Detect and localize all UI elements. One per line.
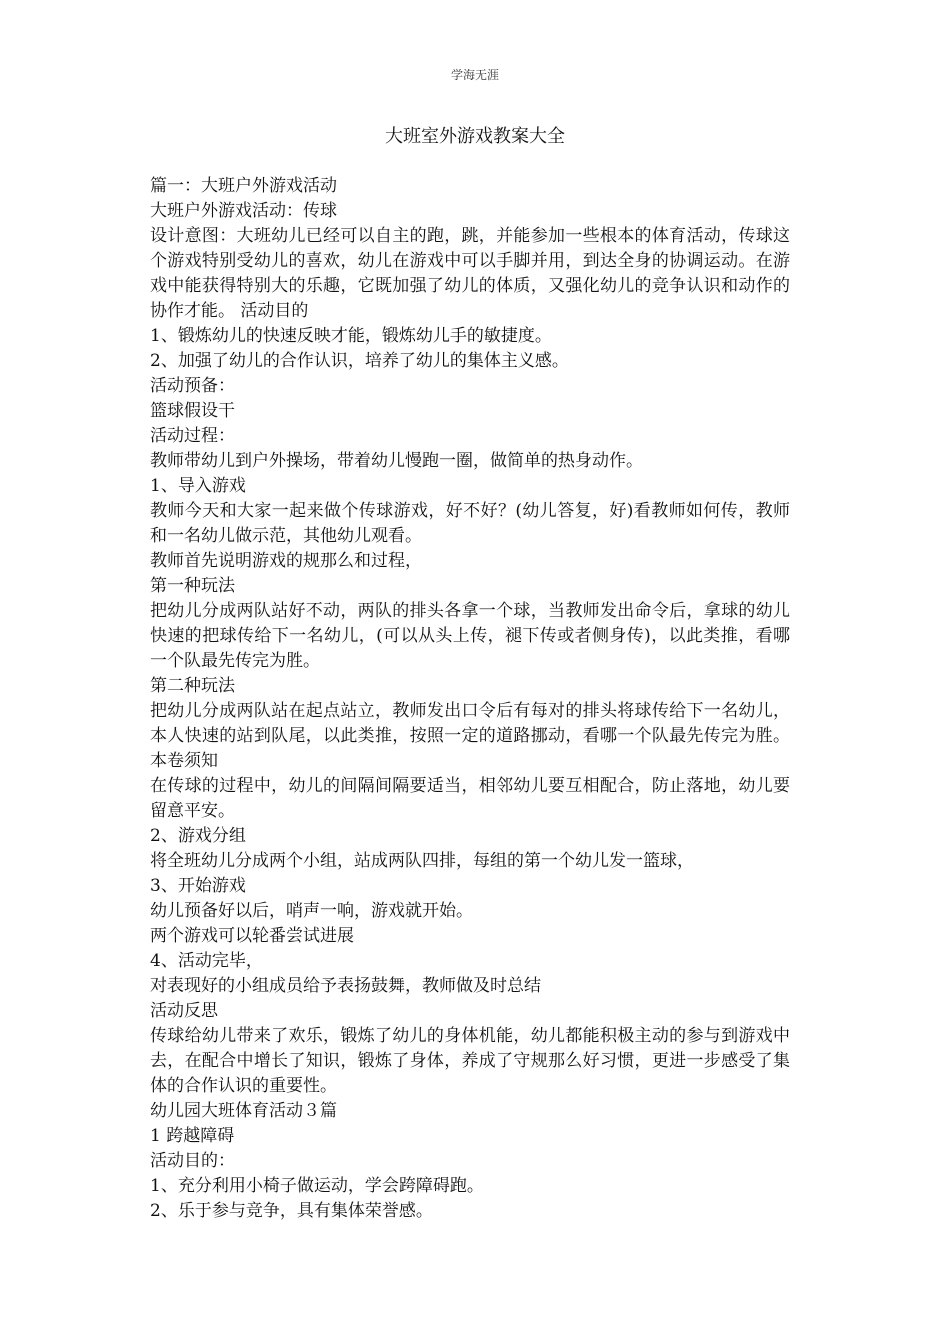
paragraph: 活动反思 [150,1001,218,1021]
page-header: 学海无涯 [450,68,499,82]
paragraph: 教师首先说明游戏的规那么和过程， [150,551,422,571]
paragraph: 教师今天和大家一起来做个传球游戏，好不好？(幼儿答复，好)看教师如何传，教师和一名幼儿做示范，其他幼儿观看。 [150,501,790,546]
paragraph: 第一种玩法 [150,576,235,596]
paragraph: 1、充分利用小椅子做运动，学会跨障碍跑。 [150,1176,484,1196]
paragraph: 把幼儿分成两队站好不动，两队的排头各拿一个球，当教师发出命令后，拿球的幼儿快速的把球传给下一名幼儿，(可以从头上传，褪下传或者侧身传)，以此类推，看哪一个队最先传完为胜。 [150,601,790,671]
paragraph: 幼儿园大班体育活动３篇 [150,1101,337,1121]
paragraph: 活动目的： [150,1151,235,1171]
paragraph: 传球给幼儿带来了欢乐，锻炼了幼儿的身体机能，幼儿都能积极主动的参与到游戏中去，在配合中增长了知识，锻炼了身体，养成了守规那么好习惯，更进一步感受了集体的合作认识的重要性。 [150,1026,790,1096]
paragraph: 对表现好的小组成员给予表扬鼓舞，教师做及时总结 [150,976,541,996]
paragraph: 2、乐于参与竞争，具有集体荣誉感。 [150,1201,433,1221]
paragraph: 2、加强了幼儿的合作认识，培养了幼儿的集体主义感。 [150,351,569,371]
paragraph: 教师带幼儿到户外操场，带着幼儿慢跑一圈，做简单的热身动作。 [150,451,643,471]
paragraph: 1 跨越障碍 [150,1126,235,1146]
paragraph: 幼儿预备好以后，哨声一响，游戏就开始。 [150,901,473,921]
paragraph: 第二种玩法 [150,676,235,696]
paragraph: 活动预备： [150,376,235,396]
paragraph: 2、游戏分组 [150,826,246,846]
paragraph: 活动过程： [150,426,235,446]
paragraph: 两个游戏可以轮番尝试进展 [150,926,354,946]
paragraph: 设计意图：大班幼儿已经可以自主的跑，跳，并能参加一些根本的体育活动，传球这个游戏特别受幼儿的喜欢，幼儿在游戏中可以手脚并用，到达全身的协调运动。在游戏中能获得特别大的乐趣，它既加强了幼儿的体质，又强化幼儿的竞争认识和动作的协作才能。 活动目的 [150,226,790,321]
document-body [150,174,790,1224]
paragraph: 将全班幼儿分成两个小组，站成两队四排，每组的第一个幼儿发一篮球， [150,851,694,871]
paragraph: 把幼儿分成两队站在起点站立，教师发出口令后有每对的排头将球传给下一名幼儿，本人快速的站到队尾，以此类推，按照一定的道路挪动，看哪一个队最先传完为胜。 本卷须知 [150,701,790,771]
paragraph: 大班户外游戏活动：传球 [150,201,337,221]
paragraph: 1、锻炼幼儿的快速反映才能，锻炼幼儿手的敏捷度。 [150,326,552,346]
paragraph: 篮球假设干 [150,401,235,421]
paragraph: 3、开始游戏 [150,876,246,896]
document-title: 大班室外游戏教案大全 [385,126,565,147]
paragraph: 4、活动完毕， [150,951,263,971]
paragraph: 在传球的过程中，幼儿的间隔间隔要适当，相邻幼儿要互相配合，防止落地，幼儿要留意平安。 [150,776,790,821]
paragraph: 1、导入游戏 [150,476,246,496]
paragraph: 篇一：大班户外游戏活动 [150,176,337,196]
